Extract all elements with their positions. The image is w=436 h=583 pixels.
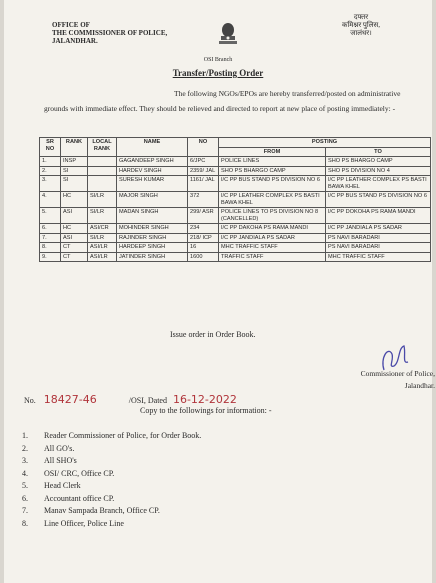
hindi-line-2: कमिश्नर पुलिस, — [342, 21, 380, 29]
table-cell-local — [88, 176, 117, 192]
list-item-number: 5. — [22, 481, 28, 490]
table-row — [40, 233, 431, 243]
table-cell-rank: SI — [61, 176, 88, 192]
office-line-2: THE COMMISSIONER OF POLICE, — [52, 29, 168, 37]
table-cell-name: HARDEEP SINGH — [117, 243, 188, 253]
table-row — [40, 243, 431, 253]
list-item — [22, 518, 201, 531]
table-cell-no: 6/JPC — [188, 157, 219, 167]
list-item — [22, 443, 201, 456]
signatory-block — [325, 368, 435, 392]
hindi-line-3: जालंधर। — [350, 29, 372, 37]
list-item — [22, 455, 201, 468]
list-item — [22, 468, 201, 481]
list-item-text: Head Clerk — [44, 481, 81, 490]
table-cell-rank: CT — [61, 243, 88, 253]
list-item-text: All SHO's — [44, 456, 77, 465]
table-cell-to: PS NAVI BARADARI — [326, 233, 431, 243]
table-cell-sr: 6. — [40, 224, 61, 234]
table-cell-sr: 8. — [40, 243, 61, 253]
list-item-text: Accountant office CP. — [44, 493, 115, 503]
transfer-table — [39, 137, 431, 262]
table-cell-no: 234 — [188, 224, 219, 234]
list-item-text: Line Officer, Police Line — [44, 518, 124, 528]
table-cell-to: I/C PP JANDIALA PS SADAR — [326, 224, 431, 234]
table-cell-no: 16 — [188, 243, 219, 253]
table-cell-from: I/C PP DAKOHA PS RAMA MANDI — [219, 224, 326, 234]
table-cell-local: SI/LR — [88, 192, 117, 208]
table-cell-sr: 5. — [40, 208, 61, 224]
table-cell-name: MADAN SINGH — [117, 208, 188, 224]
table-cell-rank: HC — [61, 192, 88, 208]
list-item-number: 6. — [22, 493, 28, 503]
list-item — [22, 505, 201, 518]
table-cell-local: ASI/CR — [88, 224, 117, 234]
table-row — [40, 208, 431, 224]
hindi-heading — [342, 13, 380, 37]
table-cell-no: 218/ ICP — [188, 233, 219, 243]
table-cell-rank: ASI — [61, 233, 88, 243]
table-cell-from: POLICE LINES TO PS DIVISION NO 8 (CANCELLED) — [219, 208, 326, 224]
copy-to-line: Copy to the followings for information: - — [140, 406, 272, 415]
list-item-text: OSI/ CRC, Office CP. — [44, 468, 115, 478]
table-cell-local: SI/LR — [88, 208, 117, 224]
table-cell-to: I/C PP DOKOHA PS RAMA MANDI — [326, 208, 431, 224]
table-cell-no: 372 — [188, 192, 219, 208]
list-item-number: 1. — [22, 431, 28, 440]
order-number: 18427-46 — [43, 393, 97, 406]
table-cell-from: I/C PP LEATHER COMPLEX PS BASTI BAWA KHEL — [219, 192, 326, 208]
list-item-number: 3. — [22, 456, 28, 465]
table-cell-no: 2359/ JAL — [188, 166, 219, 176]
table-cell-to: MHC TRAFFIC STAFF — [326, 252, 431, 262]
table-cell-no: 1161/ JAL — [188, 176, 219, 192]
list-item-number: 7. — [22, 506, 28, 515]
table-cell-name: MAJOR SINGH — [117, 192, 188, 208]
table-cell-no: 299/ ASR — [188, 208, 219, 224]
table-row — [40, 224, 431, 234]
list-item-text: All GO's. — [44, 443, 75, 453]
table-cell-name: HARDEV SINGH — [117, 166, 188, 176]
order-title: Transfer/Posting Order — [172, 68, 264, 78]
document-page — [4, 0, 435, 583]
list-item — [22, 480, 201, 493]
table-cell-name: RAJINDER SINGH — [117, 233, 188, 243]
signatory-line-1: Commissioner of Police, — [360, 369, 435, 378]
table-cell-sr: 7. — [40, 233, 61, 243]
intro-paragraph: The following NGOs/EPOs are hereby transferred/posted on administrative grounds with immediate effect. They should be relieved and directed to report at new place of posting immediately: - — [44, 89, 401, 113]
table-cell-name: GAGANDEEP SINGH — [117, 157, 188, 167]
table-cell-to: I/C PP BUS STAND PS DIVISION NO 6 — [326, 192, 431, 208]
table-cell-rank: CT — [61, 252, 88, 262]
table-cell-rank: ASI — [61, 208, 88, 224]
col-from: FROM — [219, 147, 326, 157]
table-cell-sr: 9. — [40, 252, 61, 262]
table-cell-local: ASI/LR — [88, 252, 117, 262]
col-local-rank: LOCAL RANK — [88, 138, 117, 157]
col-no: NO — [188, 138, 219, 157]
list-item-text: Reader Commissioner of Police, for Order Book. — [44, 431, 202, 440]
table-cell-from: TRAFFIC STAFF — [219, 252, 326, 262]
table-row — [40, 157, 431, 167]
list-item-number: 4. — [22, 468, 28, 478]
table-cell-sr: 2. — [40, 166, 61, 176]
order-number-line — [24, 393, 237, 406]
list-item-number: 2. — [22, 443, 28, 453]
list-item — [22, 493, 201, 506]
table-cell-rank: HC — [61, 224, 88, 234]
issue-note: Issue order in Order Book. — [170, 330, 256, 339]
table-cell-sr: 3. — [40, 176, 61, 192]
list-item-number: 8. — [22, 518, 28, 528]
col-sr-no: SR NO — [40, 138, 61, 157]
table-cell-local: SI/LR — [88, 233, 117, 243]
table-cell-to: SHO PS BHARGO CAMP — [326, 157, 431, 167]
office-line-3: JALANDHAR. — [52, 37, 98, 45]
table-cell-local: ASI/LR — [88, 243, 117, 253]
table-cell-rank: INSP — [61, 157, 88, 167]
table-cell-from: SHO PS BHARGO CAMP — [219, 166, 326, 176]
table-cell-name: MOHINDER SINGH — [117, 224, 188, 234]
table-row — [40, 252, 431, 262]
table-row — [40, 176, 431, 192]
table-cell-local — [88, 157, 117, 167]
col-to: TO — [326, 147, 431, 157]
table-cell-name: SURESH KUMAR — [117, 176, 188, 192]
table-cell-local — [88, 166, 117, 176]
table-cell-name: JATINDER SINGH — [117, 252, 188, 262]
branch-label: OSI Branch — [203, 57, 233, 63]
col-name: NAME — [117, 138, 188, 157]
col-rank: RANK — [61, 138, 88, 157]
table-cell-sr: 1. — [40, 157, 61, 167]
table-cell-sr: 4. — [40, 192, 61, 208]
table-cell-from: MHC TRAFFIC STAFF — [219, 243, 326, 253]
recipient-list — [22, 430, 201, 530]
no-label: No. — [24, 396, 36, 405]
office-line-1: OFFICE OF — [52, 21, 90, 29]
state-emblem-icon — [215, 20, 241, 50]
table-cell-from: I/C PP JANDIALA PS SADAR — [219, 233, 326, 243]
hindi-line-1: दफ्तर — [353, 13, 369, 21]
list-item-text: Manav Sampada Branch, Office CP. — [44, 506, 160, 515]
col-posting: POSTING — [219, 138, 431, 148]
table-cell-from: I/C PP BUS STAND PS DIVISION NO 6 — [219, 176, 326, 192]
table-row — [40, 192, 431, 208]
table-cell-to: PS NAVI BARADARI — [326, 243, 431, 253]
office-heading — [52, 21, 167, 45]
table-cell-from: POLICE LINES — [219, 157, 326, 167]
table-cell-no: 1600 — [188, 252, 219, 262]
table-row — [40, 166, 431, 176]
order-date: 16-12-2022 — [172, 393, 237, 406]
table-cell-to: I/C PP LEATHER COMPLEX PS BASTI BAWA KHEL — [326, 176, 431, 192]
osi-dated-label: /OSI, Dated — [128, 396, 167, 405]
table-cell-rank: SI — [61, 166, 88, 176]
list-item — [22, 430, 201, 443]
table-cell-to: SHO PS DIVISION NO 4 — [326, 166, 431, 176]
signatory-line-2: Jalandhar. — [404, 381, 435, 390]
